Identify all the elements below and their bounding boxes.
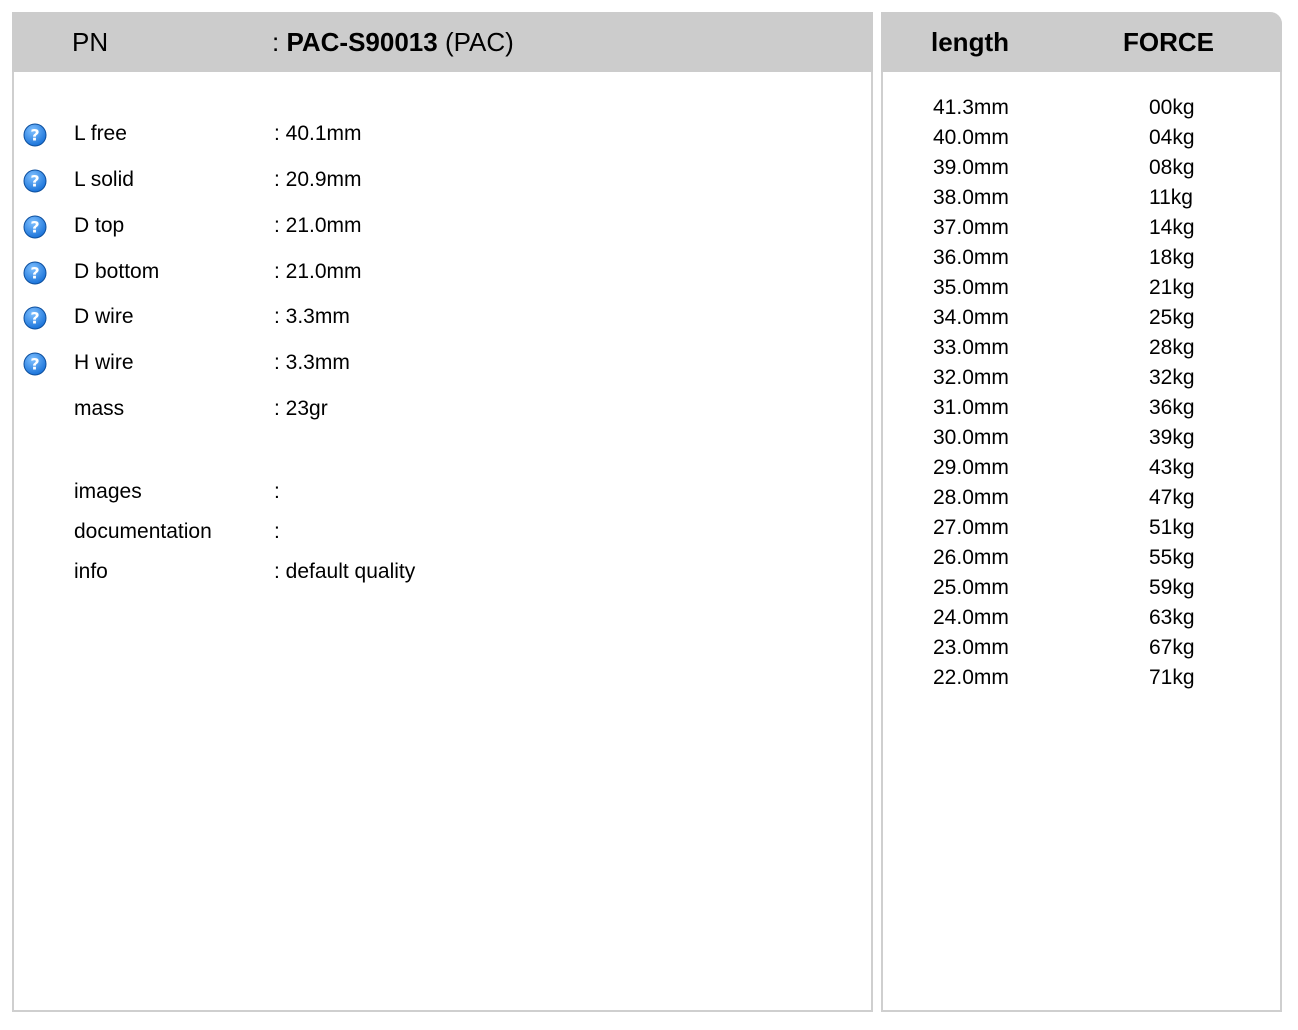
svg-text:?: ? bbox=[30, 171, 40, 191]
extra-label: images bbox=[74, 480, 142, 503]
help-icon[interactable] bbox=[23, 123, 47, 147]
svg-text:?: ? bbox=[30, 308, 40, 328]
table-row bbox=[933, 244, 1233, 274]
table-row bbox=[933, 184, 1233, 214]
length-cell: 36.0mm bbox=[933, 246, 1009, 269]
force-cell: 32kg bbox=[1149, 366, 1195, 389]
table-row bbox=[933, 634, 1233, 664]
help-icon[interactable] bbox=[23, 215, 47, 239]
pn-separator: : bbox=[272, 27, 287, 57]
force-cell: 71kg bbox=[1149, 666, 1195, 689]
pn-value bbox=[272, 27, 514, 58]
length-cell: 39.0mm bbox=[933, 156, 1009, 179]
table-row bbox=[933, 274, 1233, 304]
table-row bbox=[933, 544, 1233, 574]
length-cell: 41.3mm bbox=[933, 96, 1009, 119]
length-cell: 24.0mm bbox=[933, 606, 1009, 629]
table-row bbox=[933, 394, 1233, 424]
table-row bbox=[933, 424, 1233, 454]
force-cell: 08kg bbox=[1149, 156, 1195, 179]
extra-label: info bbox=[74, 560, 108, 583]
svg-text:?: ? bbox=[30, 217, 40, 237]
extra-row-info bbox=[14, 558, 854, 588]
force-cell: 43kg bbox=[1149, 456, 1195, 479]
length-column-header: length bbox=[931, 27, 1009, 57]
extra-row-images bbox=[14, 478, 854, 508]
spec-row bbox=[14, 212, 854, 242]
force-cell: 14kg bbox=[1149, 216, 1195, 239]
length-cell: 38.0mm bbox=[933, 186, 1009, 209]
length-cell: 29.0mm bbox=[933, 456, 1009, 479]
spec-label: L free bbox=[74, 122, 127, 145]
spec-value: : 40.1mm bbox=[274, 122, 362, 145]
table-row bbox=[933, 484, 1233, 514]
spec-label: L solid bbox=[74, 168, 134, 191]
spec-label: D bottom bbox=[74, 260, 160, 283]
length-cell: 26.0mm bbox=[933, 546, 1009, 569]
svg-text:?: ? bbox=[30, 125, 40, 145]
extra-value: : default quality bbox=[274, 560, 416, 583]
force-table-panel bbox=[881, 12, 1282, 1012]
extra-label: documentation bbox=[74, 520, 212, 543]
pn-label: PN bbox=[72, 27, 109, 57]
spec-label: H wire bbox=[74, 351, 134, 374]
table-row bbox=[933, 604, 1233, 634]
force-cell: 36kg bbox=[1149, 396, 1195, 419]
force-cell: 39kg bbox=[1149, 426, 1195, 449]
spec-row bbox=[14, 349, 854, 379]
length-cell: 27.0mm bbox=[933, 516, 1009, 539]
force-cell: 51kg bbox=[1149, 516, 1195, 539]
length-cell: 32.0mm bbox=[933, 366, 1009, 389]
spec-row bbox=[14, 166, 854, 196]
force-cell: 00kg bbox=[1149, 96, 1195, 119]
force-cell: 18kg bbox=[1149, 246, 1195, 269]
spec-row bbox=[14, 258, 854, 288]
spec-header-bar bbox=[12, 12, 873, 72]
spec-value: : 3.3mm bbox=[274, 351, 350, 374]
table-row bbox=[933, 664, 1233, 694]
force-cell: 28kg bbox=[1149, 336, 1195, 359]
table-row bbox=[933, 154, 1233, 184]
spec-value: : 21.0mm bbox=[274, 260, 362, 283]
table-row bbox=[933, 214, 1233, 244]
table-row bbox=[933, 364, 1233, 394]
length-cell: 40.0mm bbox=[933, 126, 1009, 149]
force-cell: 67kg bbox=[1149, 636, 1195, 659]
length-cell: 33.0mm bbox=[933, 336, 1009, 359]
force-cell: 21kg bbox=[1149, 276, 1195, 299]
length-cell: 31.0mm bbox=[933, 396, 1009, 419]
force-header-bar bbox=[881, 12, 1282, 72]
help-icon[interactable] bbox=[23, 306, 47, 330]
length-cell: 34.0mm bbox=[933, 306, 1009, 329]
length-cell: 28.0mm bbox=[933, 486, 1009, 509]
svg-text:?: ? bbox=[30, 263, 40, 283]
length-cell: 22.0mm bbox=[933, 666, 1009, 689]
force-cell: 59kg bbox=[1149, 576, 1195, 599]
length-cell: 23.0mm bbox=[933, 636, 1009, 659]
extra-value: : bbox=[274, 480, 280, 503]
help-icon[interactable] bbox=[23, 352, 47, 376]
table-row bbox=[933, 574, 1233, 604]
table-row bbox=[933, 514, 1233, 544]
svg-text:?: ? bbox=[30, 354, 40, 374]
help-icon[interactable] bbox=[23, 169, 47, 193]
length-cell: 30.0mm bbox=[933, 426, 1009, 449]
force-cell: 25kg bbox=[1149, 306, 1195, 329]
table-row bbox=[933, 304, 1233, 334]
spec-label: mass bbox=[74, 397, 125, 420]
spec-value: : 23gr bbox=[274, 397, 328, 420]
force-column-header: FORCE bbox=[1123, 27, 1214, 57]
force-cell: 47kg bbox=[1149, 486, 1195, 509]
force-cell: 11kg bbox=[1149, 186, 1193, 209]
spec-row bbox=[14, 395, 854, 425]
spring-spec-panel bbox=[12, 12, 873, 1012]
length-cell: 25.0mm bbox=[933, 576, 1009, 599]
length-cell: 37.0mm bbox=[933, 216, 1009, 239]
help-icon[interactable] bbox=[23, 261, 47, 285]
extra-row-documentation bbox=[14, 518, 854, 548]
spec-row bbox=[14, 303, 854, 333]
pn-brand: (PAC) bbox=[437, 27, 514, 57]
spec-label: D top bbox=[74, 214, 125, 237]
extra-value: : bbox=[274, 520, 280, 543]
force-cell: 04kg bbox=[1149, 126, 1195, 149]
table-row bbox=[933, 334, 1233, 364]
spec-row bbox=[14, 120, 854, 150]
spec-value: : 3.3mm bbox=[274, 305, 350, 328]
spec-value: : 20.9mm bbox=[274, 168, 362, 191]
spec-label: D wire bbox=[74, 305, 134, 328]
force-table bbox=[933, 94, 1233, 694]
table-row bbox=[933, 454, 1233, 484]
force-cell: 55kg bbox=[1149, 546, 1195, 569]
spec-value: : 21.0mm bbox=[274, 214, 362, 237]
force-cell: 63kg bbox=[1149, 606, 1195, 629]
table-row bbox=[933, 94, 1233, 124]
table-row bbox=[933, 124, 1233, 154]
pn-code: PAC-S90013 bbox=[286, 27, 438, 57]
length-cell: 35.0mm bbox=[933, 276, 1009, 299]
